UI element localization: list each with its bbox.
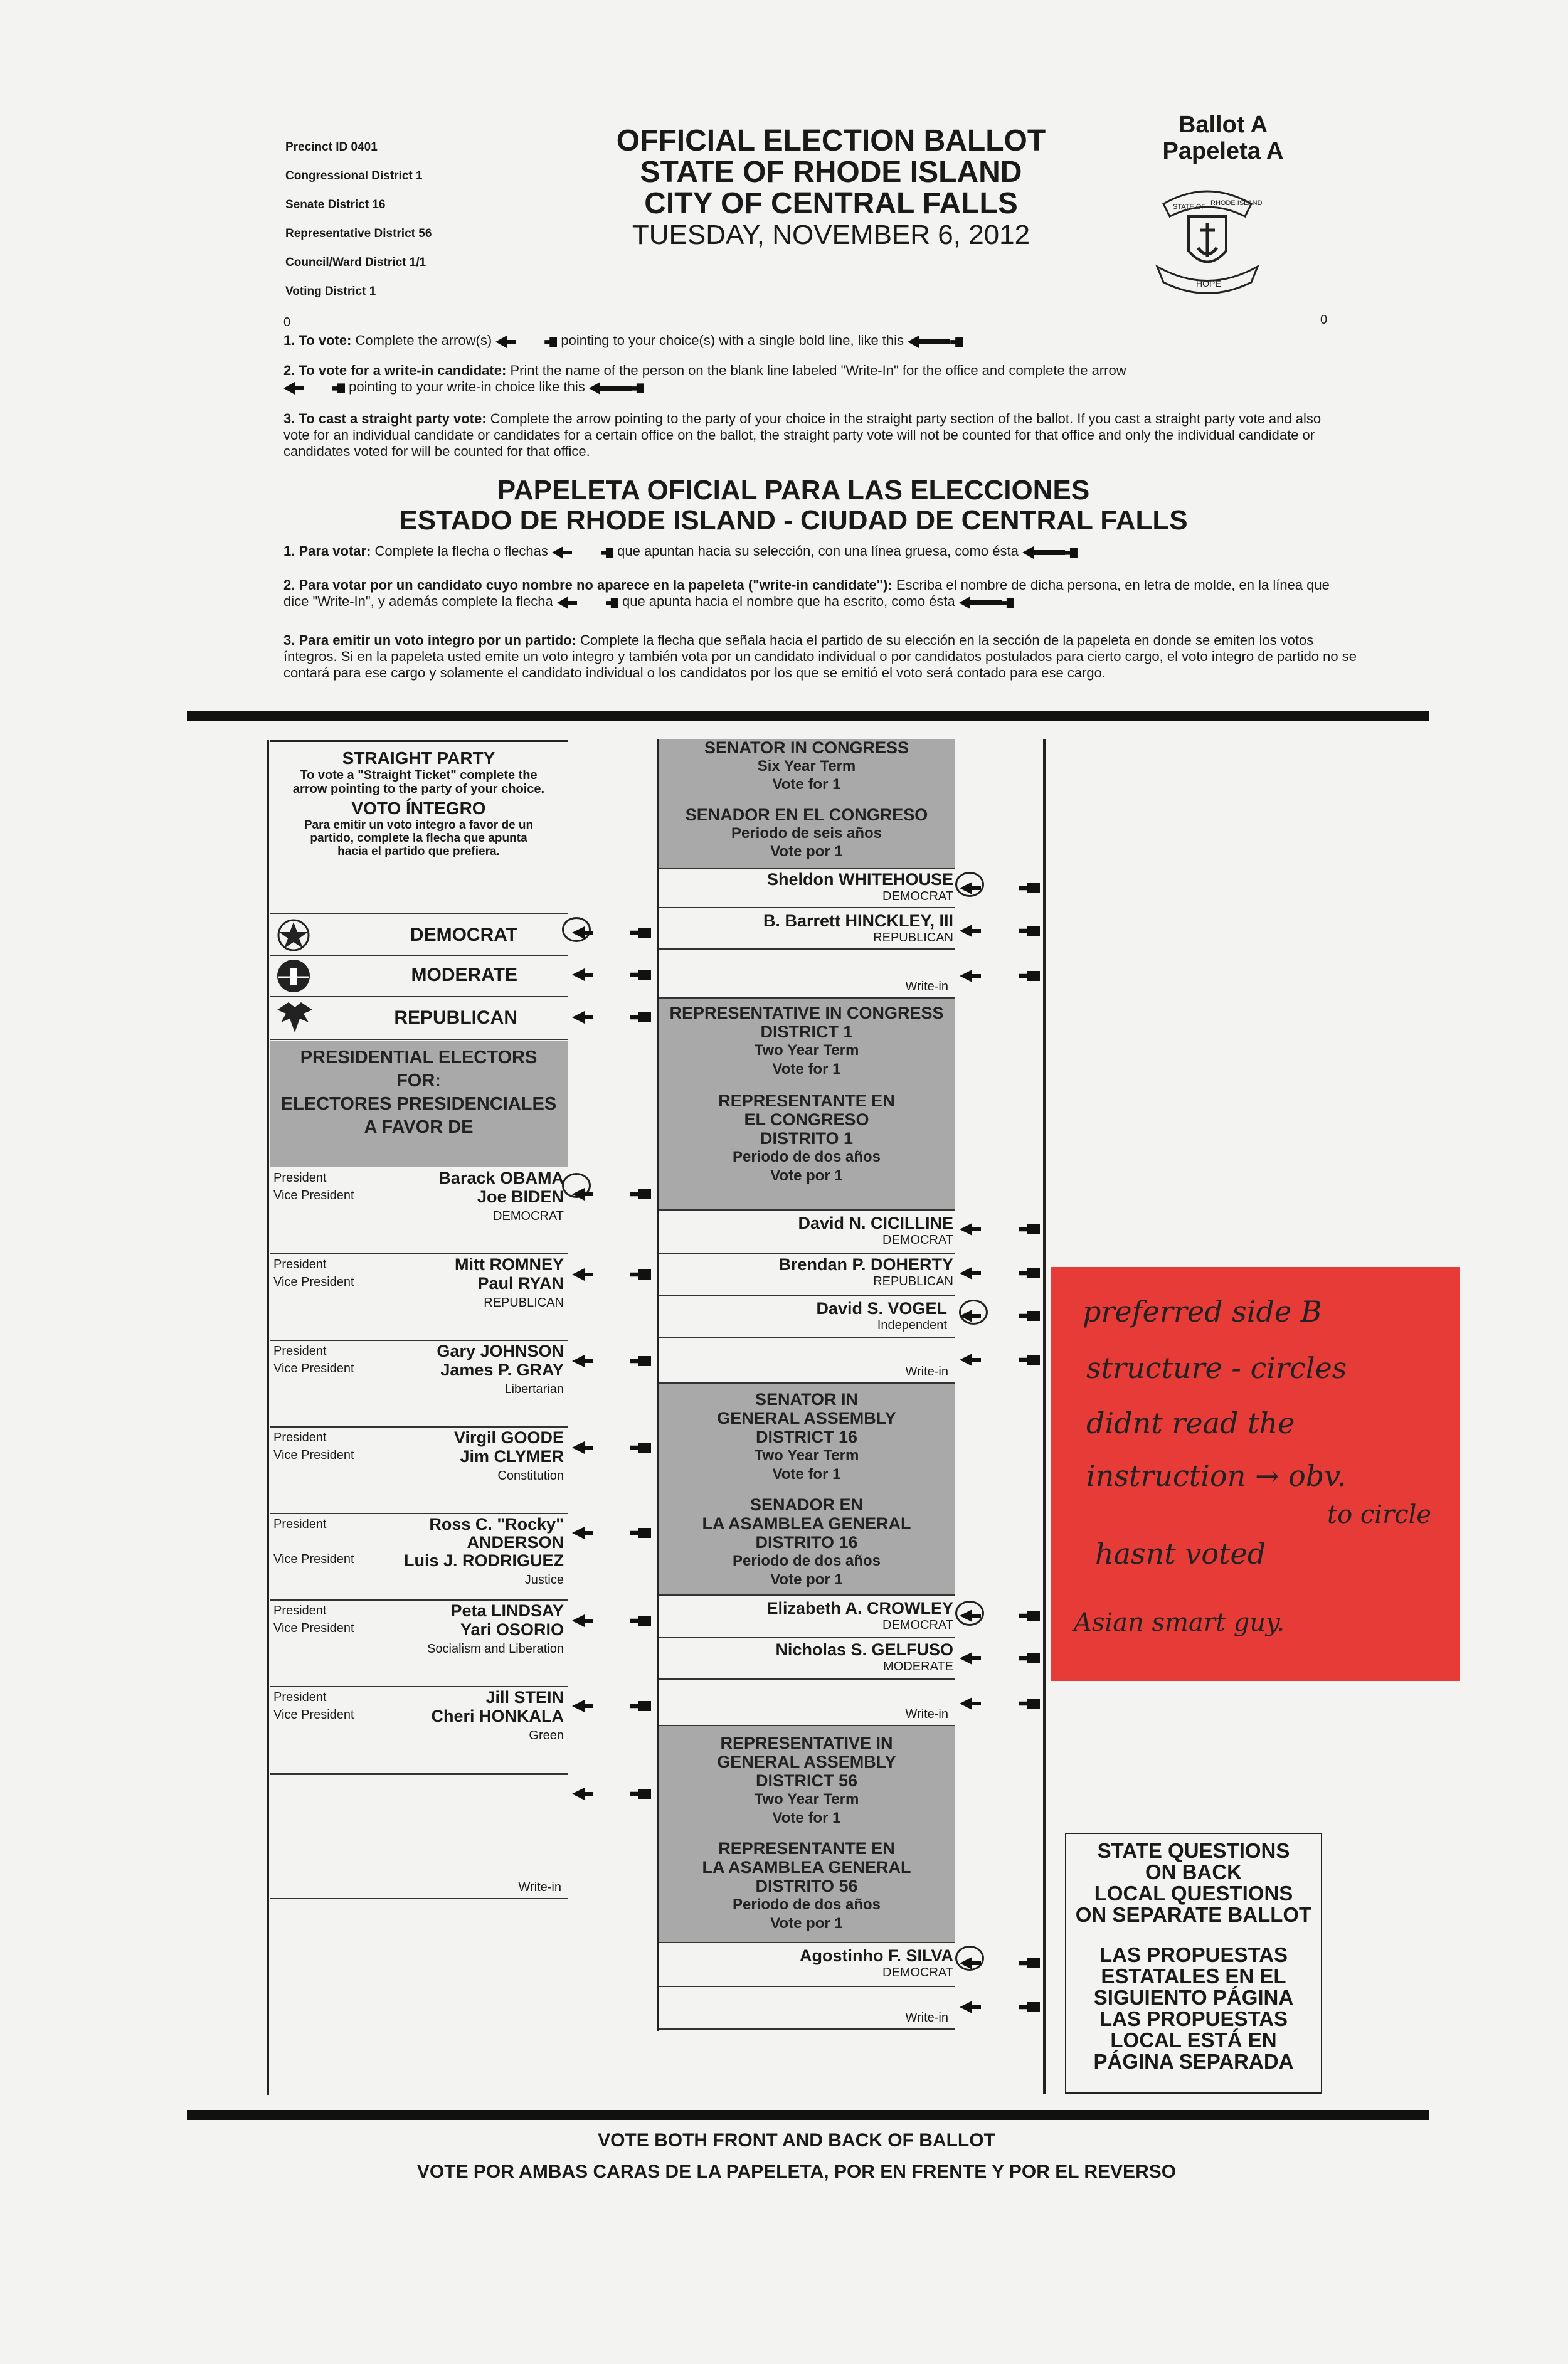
- notice-line: [1066, 1926, 1321, 1944]
- arrow-tail-icon[interactable]: [1019, 2002, 1040, 2012]
- elector-ticket-johnson[interactable]: [270, 1341, 568, 1428]
- header-line: Vote por 1: [770, 1167, 843, 1184]
- header-line: REPRESENTATIVE IN: [720, 1734, 893, 1752]
- instruccion-2-text-b: que apunta hacia el nombre que ha escrito, como ésta: [622, 593, 955, 609]
- candidate-party: REPUBLICAN: [873, 1275, 953, 1288]
- rhode-island-seal-icon: [1151, 179, 1264, 298]
- senator-writein[interactable]: [659, 950, 955, 999]
- president-name: Mitt ROMNEY: [455, 1255, 564, 1274]
- state-rep-candidate-silva[interactable]: [659, 1942, 955, 1987]
- arrow-tail-icon[interactable]: [1019, 1224, 1040, 1234]
- arrow-tail-icon[interactable]: [1019, 1311, 1040, 1321]
- rep-candidate-vogel[interactable]: [659, 1296, 955, 1338]
- instruccion-1-text-a: Complete la flecha o flechas: [374, 543, 548, 559]
- arrow-head-icon[interactable]: [960, 1697, 972, 1710]
- header-line: REPRESENTANTE EN: [718, 1839, 895, 1858]
- arrow-head-icon[interactable]: [572, 968, 585, 981]
- senate-district: Senate District 16: [285, 198, 386, 211]
- header-line: DISTRICT 16: [755, 1428, 858, 1446]
- header-line: [659, 1484, 955, 1495]
- instruction-2-label: 2. To vote for a write-in candidate:: [283, 363, 507, 378]
- arrow-shaft-icon: [583, 1792, 593, 1796]
- instruction-2-text-a: Print the name of the person on the blank line labeled "Write-In" for the office and complete the arrow: [510, 363, 1126, 378]
- arrow-tail-icon[interactable]: [1019, 883, 1040, 893]
- electors-header-line: PRESIDENTIAL ELECTORS: [300, 1047, 538, 1068]
- candidate-name: David N. CICILLINE: [798, 1214, 953, 1232]
- straight-party-header: [270, 740, 568, 916]
- elector-ticket-romney[interactable]: [270, 1254, 568, 1341]
- president-name: Jill STEIN: [485, 1688, 564, 1707]
- instruction-3-text: Complete the arrow pointing to the party of your choice in the straight party section of the ballot. If you cast a straight party vote and also vote for an individual candidate or candidates for a certain office on the ballot, the straight party vote will not be counted for that office and only the individual candidate or candidates voted for will be counted for that office.: [283, 411, 1322, 459]
- arrow-shaft-icon: [971, 929, 981, 933]
- arrow-shaft-icon: [971, 1271, 981, 1275]
- arrow-shaft-icon: [583, 1619, 593, 1623]
- electors-header-line: A FAVOR DE: [364, 1117, 474, 1137]
- completed-arrow-icon: [959, 594, 1014, 610]
- zero-left: 0: [283, 315, 291, 329]
- president-label: President: [273, 1517, 327, 1531]
- party-row-democrat[interactable]: [270, 913, 568, 956]
- candidate-party: REPUBLICAN: [873, 931, 953, 945]
- vp-label: Vice President: [273, 1448, 354, 1462]
- arrow-head-icon[interactable]: [572, 1527, 585, 1539]
- vp-label: Vice President: [273, 1362, 354, 1375]
- arrow-head-icon[interactable]: [960, 1957, 972, 1969]
- president-name: Ross C. "Rocky" ANDERSON: [429, 1515, 564, 1552]
- arrow-example-icon: [283, 379, 345, 396]
- header-line: Periodo de dos años: [732, 1148, 881, 1165]
- elector-ticket-lindsay[interactable]: [270, 1601, 568, 1687]
- candidate-party: DEMOCRAT: [882, 1966, 953, 1980]
- completed-arrow-icon: [1022, 544, 1078, 560]
- sticky-note: [1051, 1267, 1460, 1681]
- elector-ticket-goode[interactable]: [270, 1428, 568, 1514]
- state-senator-candidate-crowley[interactable]: [659, 1594, 955, 1638]
- vp-name: Yari OSORIO: [460, 1620, 564, 1639]
- header-line: DISTRICT 56: [755, 1771, 858, 1790]
- header-line: Periodo de seis años: [731, 825, 882, 842]
- header-line: Vote for 1: [772, 1810, 841, 1826]
- seal-text-hope: HOPE: [1196, 278, 1221, 289]
- notice-line: PÁGINA SEPARADA: [1093, 2050, 1294, 2073]
- note-line: instruction → obv.: [1086, 1459, 1347, 1493]
- electors-writein-row[interactable]: [270, 1775, 568, 1899]
- arrow-tail-icon[interactable]: [1019, 1355, 1040, 1365]
- arrow-shaft-icon: [971, 1614, 981, 1618]
- header-line: LA ASAMBLEA GENERAL: [702, 1858, 911, 1877]
- ticket-party: Libertarian: [504, 1382, 564, 1396]
- president-label: President: [273, 1431, 327, 1444]
- note-line: preferred side B: [1083, 1295, 1322, 1328]
- spanish-title-line-2: ESTADO DE RHODE ISLAND - CIUDAD DE CENTRAL FALLS: [399, 505, 1188, 536]
- candidate-party: DEMOCRAT: [882, 889, 953, 903]
- senator-candidate-whitehouse[interactable]: [659, 868, 955, 908]
- arrow-shaft-icon: [583, 1359, 593, 1363]
- arrow-shaft-icon: [583, 1704, 593, 1708]
- header-line: LA ASAMBLEA GENERAL: [702, 1514, 911, 1533]
- president-label: President: [273, 1604, 327, 1618]
- notice-line: ESTATALES EN EL: [1101, 1964, 1286, 1988]
- notice-line: ON BACK: [1145, 1860, 1242, 1884]
- header-line: EL CONGRESO: [744, 1110, 869, 1129]
- president-label: President: [273, 1171, 327, 1185]
- arrow-head-icon[interactable]: [572, 926, 585, 939]
- header-line: DISTRITO 56: [755, 1877, 858, 1895]
- column-1-left-border: [267, 740, 269, 2095]
- ticket-party: REPUBLICAN: [484, 1296, 564, 1310]
- arrow-tail-icon[interactable]: [1019, 1611, 1040, 1621]
- arrow-shaft-icon: [583, 973, 593, 977]
- vp-label: Vice President: [273, 1708, 354, 1722]
- ballot-label-es: Papeleta A: [1162, 138, 1284, 164]
- arrow-head-icon[interactable]: [572, 1700, 585, 1712]
- president-name: Gary JOHNSON: [437, 1342, 564, 1360]
- rep-candidate-doherty[interactable]: [659, 1253, 955, 1296]
- arrow-shaft-icon: [971, 2005, 981, 2009]
- questions-notice-box: [1065, 1833, 1322, 2094]
- notice-line: STATE QUESTIONS: [1097, 1839, 1290, 1862]
- moderate-emblem-icon: [275, 958, 312, 994]
- party-name: REPUBLICAN: [394, 1007, 517, 1028]
- arrow-shaft-icon: [971, 1358, 981, 1362]
- vp-name: Cheri HONKALA: [431, 1707, 564, 1725]
- header-line: GENERAL ASSEMBLY: [717, 1409, 896, 1428]
- ticket-party: Constitution: [497, 1469, 564, 1483]
- note-line: didnt read the: [1086, 1406, 1295, 1440]
- candidate-party: Independent: [877, 1318, 947, 1332]
- instruction-1-en: [283, 332, 1350, 349]
- arrow-head-icon[interactable]: [960, 882, 972, 894]
- header-line: SENADOR EN EL CONGRESO: [685, 805, 928, 824]
- elector-ticket-anderson[interactable]: [270, 1514, 568, 1601]
- ticket-party: Green: [529, 1729, 564, 1742]
- candidate-name: David S. VOGEL: [816, 1299, 947, 1318]
- instruction-2-text-b: pointing to your write-in choice like this: [349, 379, 585, 395]
- party-row-moderate[interactable]: [270, 955, 568, 997]
- instruccion-3-text: Complete la flecha que señala hacia el partido de su elección en la sección de la papeleta en donde se emiten los votos íntegros. Si en la papeleta usted emite un voto integro y también vota por un candidato individual o por candidatos postulados para cierto cargo, el voto integro de partido no se contará para ese cargo y solamente el candidato individual o los candidatos por los que se emitió el voto será contado para ese cargo.: [283, 632, 1357, 681]
- ticket-party: Socialism and Liberation: [427, 1642, 564, 1656]
- arrow-tail-icon[interactable]: [1019, 1958, 1040, 1968]
- notice-line: LAS PROPUESTAS: [1099, 1943, 1288, 1966]
- notice-line: LOCAL ESTÁ EN: [1110, 2028, 1277, 2052]
- representative-header: [659, 999, 955, 1209]
- arrow-head-icon[interactable]: [960, 970, 972, 982]
- arrow-shaft-icon: [971, 1227, 981, 1231]
- notice-line: ON SEPARATE BALLOT: [1075, 1903, 1312, 1926]
- instruction-3-label: 3. To cast a straight party vote:: [283, 411, 487, 427]
- vp-label: Vice President: [273, 1621, 354, 1635]
- header-line: Six Year Term: [757, 758, 856, 775]
- header-line: Vote por 1: [770, 843, 843, 860]
- arrow-head-icon[interactable]: [960, 1609, 972, 1622]
- eagle-icon: [275, 1001, 315, 1035]
- rep-writein[interactable]: [659, 1338, 955, 1384]
- candidate-party: MODERATE: [883, 1660, 953, 1673]
- writein-label: Write-in: [905, 980, 948, 994]
- header-line: DISTRITO 1: [760, 1129, 854, 1148]
- writein-label: Write-in: [905, 2011, 948, 2025]
- arrow-head-icon[interactable]: [960, 2001, 972, 2013]
- arrow-shaft-icon: [971, 1961, 981, 1965]
- arrow-shaft-icon: [583, 931, 593, 935]
- zero-right: 0: [1320, 313, 1328, 327]
- header-line: DISTRICT 1: [760, 1022, 853, 1041]
- president-name: Barack OBAMA: [438, 1169, 564, 1187]
- header-line: SENATOR IN: [755, 1390, 859, 1409]
- column-2-right-border: [1043, 739, 1046, 2094]
- arrow-head-icon[interactable]: [960, 925, 972, 937]
- vp-name: Jim CLYMER: [460, 1447, 564, 1466]
- state-senator-writein[interactable]: [659, 1680, 955, 1726]
- vp-name: Luis J. RODRIGUEZ: [403, 1551, 564, 1570]
- electors-header: [270, 1041, 568, 1167]
- electors-header-line: ELECTORES PRESIDENCIALES: [280, 1094, 557, 1114]
- instruction-1-label: 1. To vote:: [283, 332, 352, 348]
- note-line: Asian smart guy.: [1074, 1608, 1285, 1637]
- header-line: Two Year Term: [754, 1042, 859, 1059]
- title-line-3: CITY OF CENTRAL FALLS: [644, 187, 1018, 220]
- voto-integro-instruction: Para emitir un voto integro a favor de un partido, complete la flecha que apunta hacia el partido que prefiera.: [304, 819, 534, 858]
- vp-name: Paul RYAN: [477, 1274, 564, 1293]
- seal-text-right: RHODE ISLAND: [1210, 199, 1263, 207]
- electors-header-line: FOR:: [396, 1071, 441, 1091]
- candidate-name: Sheldon WHITEHOUSE: [767, 870, 953, 889]
- ballot-style-label: [1129, 112, 1317, 164]
- top-divider: [187, 711, 1429, 721]
- arrow-head-icon[interactable]: [960, 1267, 972, 1280]
- straight-party-instruction: To vote a "Straight Ticket" complete the arrow pointing to the party of your choice.: [292, 768, 545, 796]
- council-ward-district: Council/Ward District 1/1: [285, 256, 426, 269]
- president-label: President: [273, 1690, 327, 1704]
- title-line-4: TUESDAY, NOVEMBER 6, 2012: [632, 220, 1030, 250]
- president-name: Peta LINDSAY: [450, 1601, 564, 1620]
- bottom-divider: [187, 2110, 1429, 2120]
- ticket-party: Justice: [524, 1573, 564, 1587]
- header-line: Vote por 1: [770, 1915, 843, 1932]
- instruction-3-es: [283, 632, 1362, 681]
- notice-line: LAS PROPUESTAS: [1099, 2007, 1288, 2030]
- candidate-name: B. Barrett HINCKLEY, III: [763, 911, 953, 930]
- header-line: Vote for 1: [772, 776, 841, 793]
- header-line: DISTRITO 16: [755, 1533, 858, 1552]
- header-line: REPRESENTATIVE IN CONGRESS: [669, 1004, 944, 1022]
- arrow-tail-icon[interactable]: [1019, 1653, 1040, 1663]
- representative-district: Representative District 56: [285, 227, 432, 240]
- instruction-1-text-b: pointing to your choice(s) with a single bold line, like this: [561, 332, 904, 348]
- header-line: Two Year Term: [754, 1791, 859, 1808]
- arrow-head-icon[interactable]: [572, 1268, 585, 1281]
- vp-name: Joe BIDEN: [477, 1187, 564, 1206]
- spanish-title: [351, 475, 1236, 536]
- president-name: Virgil GOODE: [453, 1428, 564, 1447]
- straight-party-title: STRAIGHT PARTY: [342, 748, 495, 768]
- precinct-info: [285, 133, 474, 306]
- instruction-1-text-a: Complete the arrow(s): [355, 332, 492, 348]
- party-name: MODERATE: [411, 965, 517, 985]
- note-line: structure - circles: [1086, 1351, 1347, 1385]
- footer-line-en: VOTE BOTH FRONT AND BACK OF BALLOT: [598, 2130, 995, 2151]
- state-senator-header: [659, 1384, 955, 1594]
- completed-arrow-icon: [908, 333, 963, 349]
- arrow-shaft-icon: [583, 1192, 593, 1196]
- arrow-shaft-icon: [971, 974, 981, 978]
- title-line-2: STATE OF RHODE ISLAND: [640, 156, 1022, 189]
- arrow-shaft-icon: [971, 1656, 981, 1660]
- note-line: to circle: [1327, 1500, 1432, 1529]
- footer-line-es: VOTE POR AMBAS CARAS DE LA PAPELETA, POR EN FRENTE Y POR EL REVERSO: [416, 2161, 1177, 2182]
- spanish-title-line-1: PAPELETA OFICIAL PARA LAS ELECCIONES: [497, 475, 1090, 506]
- header-line: Two Year Term: [754, 1447, 859, 1464]
- arrow-shaft-icon: [583, 1015, 593, 1019]
- candidate-name: Nicholas S. GELFUSO: [775, 1640, 953, 1659]
- candidate-party: DEMOCRAT: [882, 1233, 953, 1247]
- header-line: [659, 793, 955, 806]
- note-line: hasnt voted: [1095, 1537, 1266, 1571]
- arrow-shaft-icon: [583, 1531, 593, 1535]
- precinct-id: Precinct ID 0401: [285, 140, 378, 154]
- arrow-head-icon[interactable]: [572, 1441, 585, 1454]
- writein-label: Write-in: [905, 1365, 948, 1379]
- state-rep-writein[interactable]: [659, 1986, 955, 2030]
- arrow-head-icon[interactable]: [572, 1011, 585, 1024]
- vp-label: Vice President: [273, 1189, 354, 1202]
- president-label: President: [273, 1344, 327, 1358]
- state-rep-header: [659, 1726, 955, 1942]
- ticket-party: DEMOCRAT: [493, 1209, 564, 1223]
- arrow-shaft-icon: [971, 1702, 981, 1705]
- writein-label: Write-in: [518, 1880, 561, 1894]
- header-line: Periodo de dos años: [732, 1552, 881, 1569]
- congressional-district: Congressional District 1: [285, 169, 423, 183]
- arrow-head-icon[interactable]: [572, 1788, 585, 1800]
- header-line: SENATOR IN CONGRESS: [704, 738, 909, 757]
- header-line: Vote for 1: [772, 1466, 841, 1483]
- header-line: Vote por 1: [770, 1571, 843, 1588]
- senator-header: [659, 739, 955, 868]
- ballot-label-en: Ballot A: [1178, 112, 1268, 138]
- instruccion-2-label: 2. Para votar por un candidato cuyo nombre no aparece en la papeleta ("write-in candidate"):: [283, 577, 893, 593]
- vp-label: Vice President: [273, 1552, 354, 1566]
- elector-ticket-stein[interactable]: [270, 1687, 568, 1774]
- rep-candidate-cicilline[interactable]: [659, 1209, 955, 1254]
- arrow-head-icon[interactable]: [960, 1310, 972, 1322]
- vp-label: Vice President: [273, 1275, 354, 1289]
- instruccion-2-text-a: Escriba el nombre de dicha persona, en letra de molde, en la línea que dice "Write-In", y además complete la flecha: [283, 577, 1330, 609]
- instruccion-1-text-b: que apuntan hacia su selección, con una línea gruesa, como ésta: [617, 543, 1019, 559]
- header-line: [659, 1079, 955, 1091]
- arrow-example-icon: [495, 333, 557, 349]
- star-icon: [275, 918, 312, 952]
- arrow-shaft-icon: [971, 1314, 981, 1318]
- party-name: DEMOCRAT: [410, 925, 517, 945]
- voto-integro-title: VOTO ÍNTEGRO: [351, 798, 486, 818]
- arrow-tail-icon[interactable]: [1019, 971, 1040, 981]
- candidate-name: Elizabeth A. CROWLEY: [766, 1599, 953, 1618]
- instruction-1-es: [283, 543, 1350, 560]
- arrow-head-icon[interactable]: [960, 1223, 972, 1236]
- notice-line: LOCAL QUESTIONS: [1094, 1882, 1293, 1905]
- header-line: [659, 1828, 955, 1839]
- elector-ticket-obama[interactable]: [270, 1168, 568, 1254]
- header-line: Vote for 1: [772, 1061, 841, 1078]
- writein-label: Write-in: [905, 1707, 948, 1721]
- arrow-shaft-icon: [971, 886, 981, 890]
- candidate-party: DEMOCRAT: [882, 1618, 953, 1632]
- arrow-head-icon[interactable]: [572, 1355, 585, 1367]
- arrow-head-icon[interactable]: [572, 1614, 585, 1627]
- header-line: GENERAL ASSEMBLY: [717, 1752, 896, 1771]
- notice-line: SIGUIENTO PÁGINA: [1093, 1986, 1294, 2009]
- voting-district: Voting District 1: [285, 285, 376, 298]
- arrow-shaft-icon: [583, 1273, 593, 1276]
- arrow-tail-icon[interactable]: [1019, 1699, 1040, 1709]
- candidate-name: Brendan P. DOHERTY: [778, 1255, 953, 1274]
- instruction-2-en: [283, 363, 1343, 396]
- arrow-head-icon[interactable]: [960, 1354, 972, 1366]
- arrow-head-icon[interactable]: [960, 1652, 972, 1665]
- instruccion-3-label: 3. Para emitir un voto integro por un partido:: [283, 632, 576, 648]
- vp-name: James P. GRAY: [440, 1360, 564, 1379]
- footer: [251, 2125, 1342, 2188]
- arrow-tail-icon[interactable]: [1019, 1268, 1040, 1278]
- candidate-name: Agostinho F. SILVA: [800, 1946, 953, 1965]
- arrow-head-icon[interactable]: [572, 1188, 585, 1201]
- title-line-1: OFFICIAL ELECTION BALLOT: [616, 124, 1046, 157]
- senator-candidate-hinckley[interactable]: [659, 907, 955, 950]
- arrow-tail-icon[interactable]: [1019, 926, 1040, 936]
- arrow-shaft-icon: [583, 1446, 593, 1450]
- president-label: President: [273, 1258, 327, 1271]
- instruccion-1-label: 1. Para votar:: [283, 543, 371, 559]
- seal-text-left: STATE OF: [1173, 203, 1206, 211]
- header-line: REPRESENTANTE EN: [718, 1091, 895, 1110]
- instruction-3-en: [283, 411, 1343, 460]
- instruction-2-es: [283, 577, 1343, 610]
- header-line: Periodo de dos años: [732, 1896, 881, 1913]
- header-line: SENADOR EN: [750, 1495, 864, 1514]
- state-senator-candidate-gelfuso[interactable]: [659, 1637, 955, 1680]
- party-row-republican[interactable]: [270, 997, 568, 1040]
